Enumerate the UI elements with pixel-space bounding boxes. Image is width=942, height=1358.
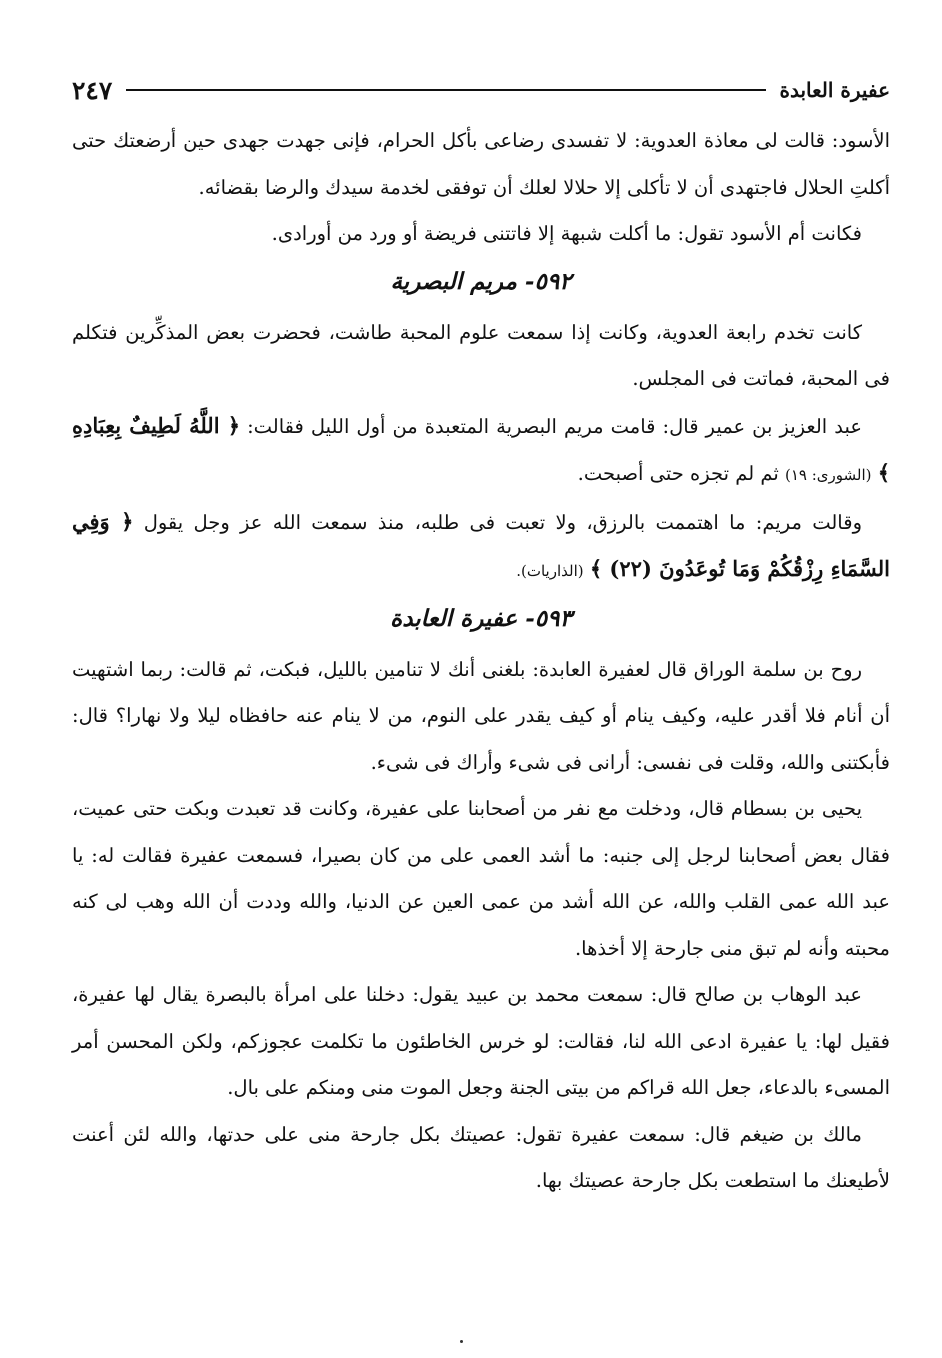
header-rule <box>126 89 765 91</box>
quran-verse-2: ﴿ وَفِي السَّمَاءِ رِزْقُكُمْ وَمَا تُوعَدُونَ (٢٢) ﴾ <box>72 508 890 581</box>
paragraph-3: كانت تخدم رابعة العدوية، وكانت إذا سمعت علوم المحبة طاشت، فحضرت بعض المذكِّرين فتكلم فى المحبة، فماتت فى المجلس. <box>72 320 890 390</box>
paragraph-9: مالك بن ضيغم قال: سمعت عفيرة تقول: عصيتك بكل جارحة منى على حدتها، والله لئن أعنت لأطيعنك ما استطعت بكل جارحة عصيتك بها. <box>72 1122 890 1192</box>
paragraph-1: الأسود: قالت لى معاذة العدوية: لا تفسدى رضاعى بأكل الحرام، فإنى جهدت جهدى حين أرضعتك حتى أكلتِ الحلال فاجتهدى أن لا تأكلى إلا حلالا لعلك أن توفقى لخدمة سيدك والرضا بقضائه. <box>72 129 890 199</box>
paragraph-4-text: عبد العزيز بن عمير قال: قامت مريم البصرية المتعبدة من أول الليل فقالت: <box>247 414 862 438</box>
paragraph-5-text: وقالت مريم: ما اهتممت بالرزق، ولا تعبت فى طلبه، منذ سمعت الله عز وجل يقول <box>143 510 862 534</box>
page-body <box>72 118 890 1205</box>
page-number: ٢٤٧ <box>72 75 113 105</box>
paragraph-2: فكانت أم الأسود تقول: ما أكلت شبهة إلا فاتتنى فريضة أو ورد من أورادى. <box>271 222 862 245</box>
paragraph-4 <box>72 403 890 499</box>
book-page <box>72 70 890 1320</box>
verse-reference-1: (الشورى: ١٩) <box>784 466 872 484</box>
paragraph-4-text-end: ثم لم تجزه حتى أصبحت. <box>577 462 779 485</box>
paragraph-8: عبد الوهاب بن صالح قال: سمعت محمد بن عبيد يقول: دخلنا على امرأة بالبصرة يقال لها عفيرة، فقيل لها: يا عفيرة ادعى الله لنا، فقالت: لو خرس الخاطئون ما تكلمت عجوزكم، ولكن المحسن أمر المسىء بالدعاء، جعل الله قراكم من بيتى الجنة وجعل الموت منى ومنكم على بال. <box>72 983 890 1099</box>
paragraph-7: يحيى بن بسطام قال، ودخلت مع نفر من أصحابنا على عفيرة، وكانت قد تعبدت وبكت حتى عميت، فقال بعض أصحابنا لرجل إلى جنبه: ما أشد العمى على من كان بصيرا، فسمعت عفيرة فقالت له: يا عبد الله عمى القلب والله، عن الله أشد من عمى العين عن الدنيا، والله وددت أن الله وهب لى كنه محبته وأنه لم تبق منى جارحة إلا أخذها. <box>72 797 890 960</box>
section-heading-592: ٥٩٢- مريم البصرية <box>390 267 572 295</box>
quran-verse-1: ﴿ اللَّهُ لَطِيفٌ بِعِبَادِهِ ﴾ <box>72 412 890 485</box>
section-heading-593: ٥٩٣- عفيرة العابدة <box>390 604 572 632</box>
scan-speck <box>460 1340 463 1343</box>
paragraph-6: روح بن سلمة الوراق قال لعفيرة العابدة: بلغنى أنك لا تنامين بالليل، فبكت، ثم قالت: ربما اشتهيت أن أنام فلا أقدر عليه، وكيف ينام أو كيف يقدر على النوم، من لا ينام عنه حافظاه ليلا ولا نهارا؟ قال: فأبكتنى والله، وقلت فى نفسى: أرانى فى شىء وأراك فى شىء. <box>72 657 890 774</box>
verse-reference-2: (الذاريات). <box>516 562 584 580</box>
paragraph-5 <box>72 499 890 595</box>
running-title: عفيرة العابدة <box>779 78 890 102</box>
page-header <box>72 70 890 110</box>
